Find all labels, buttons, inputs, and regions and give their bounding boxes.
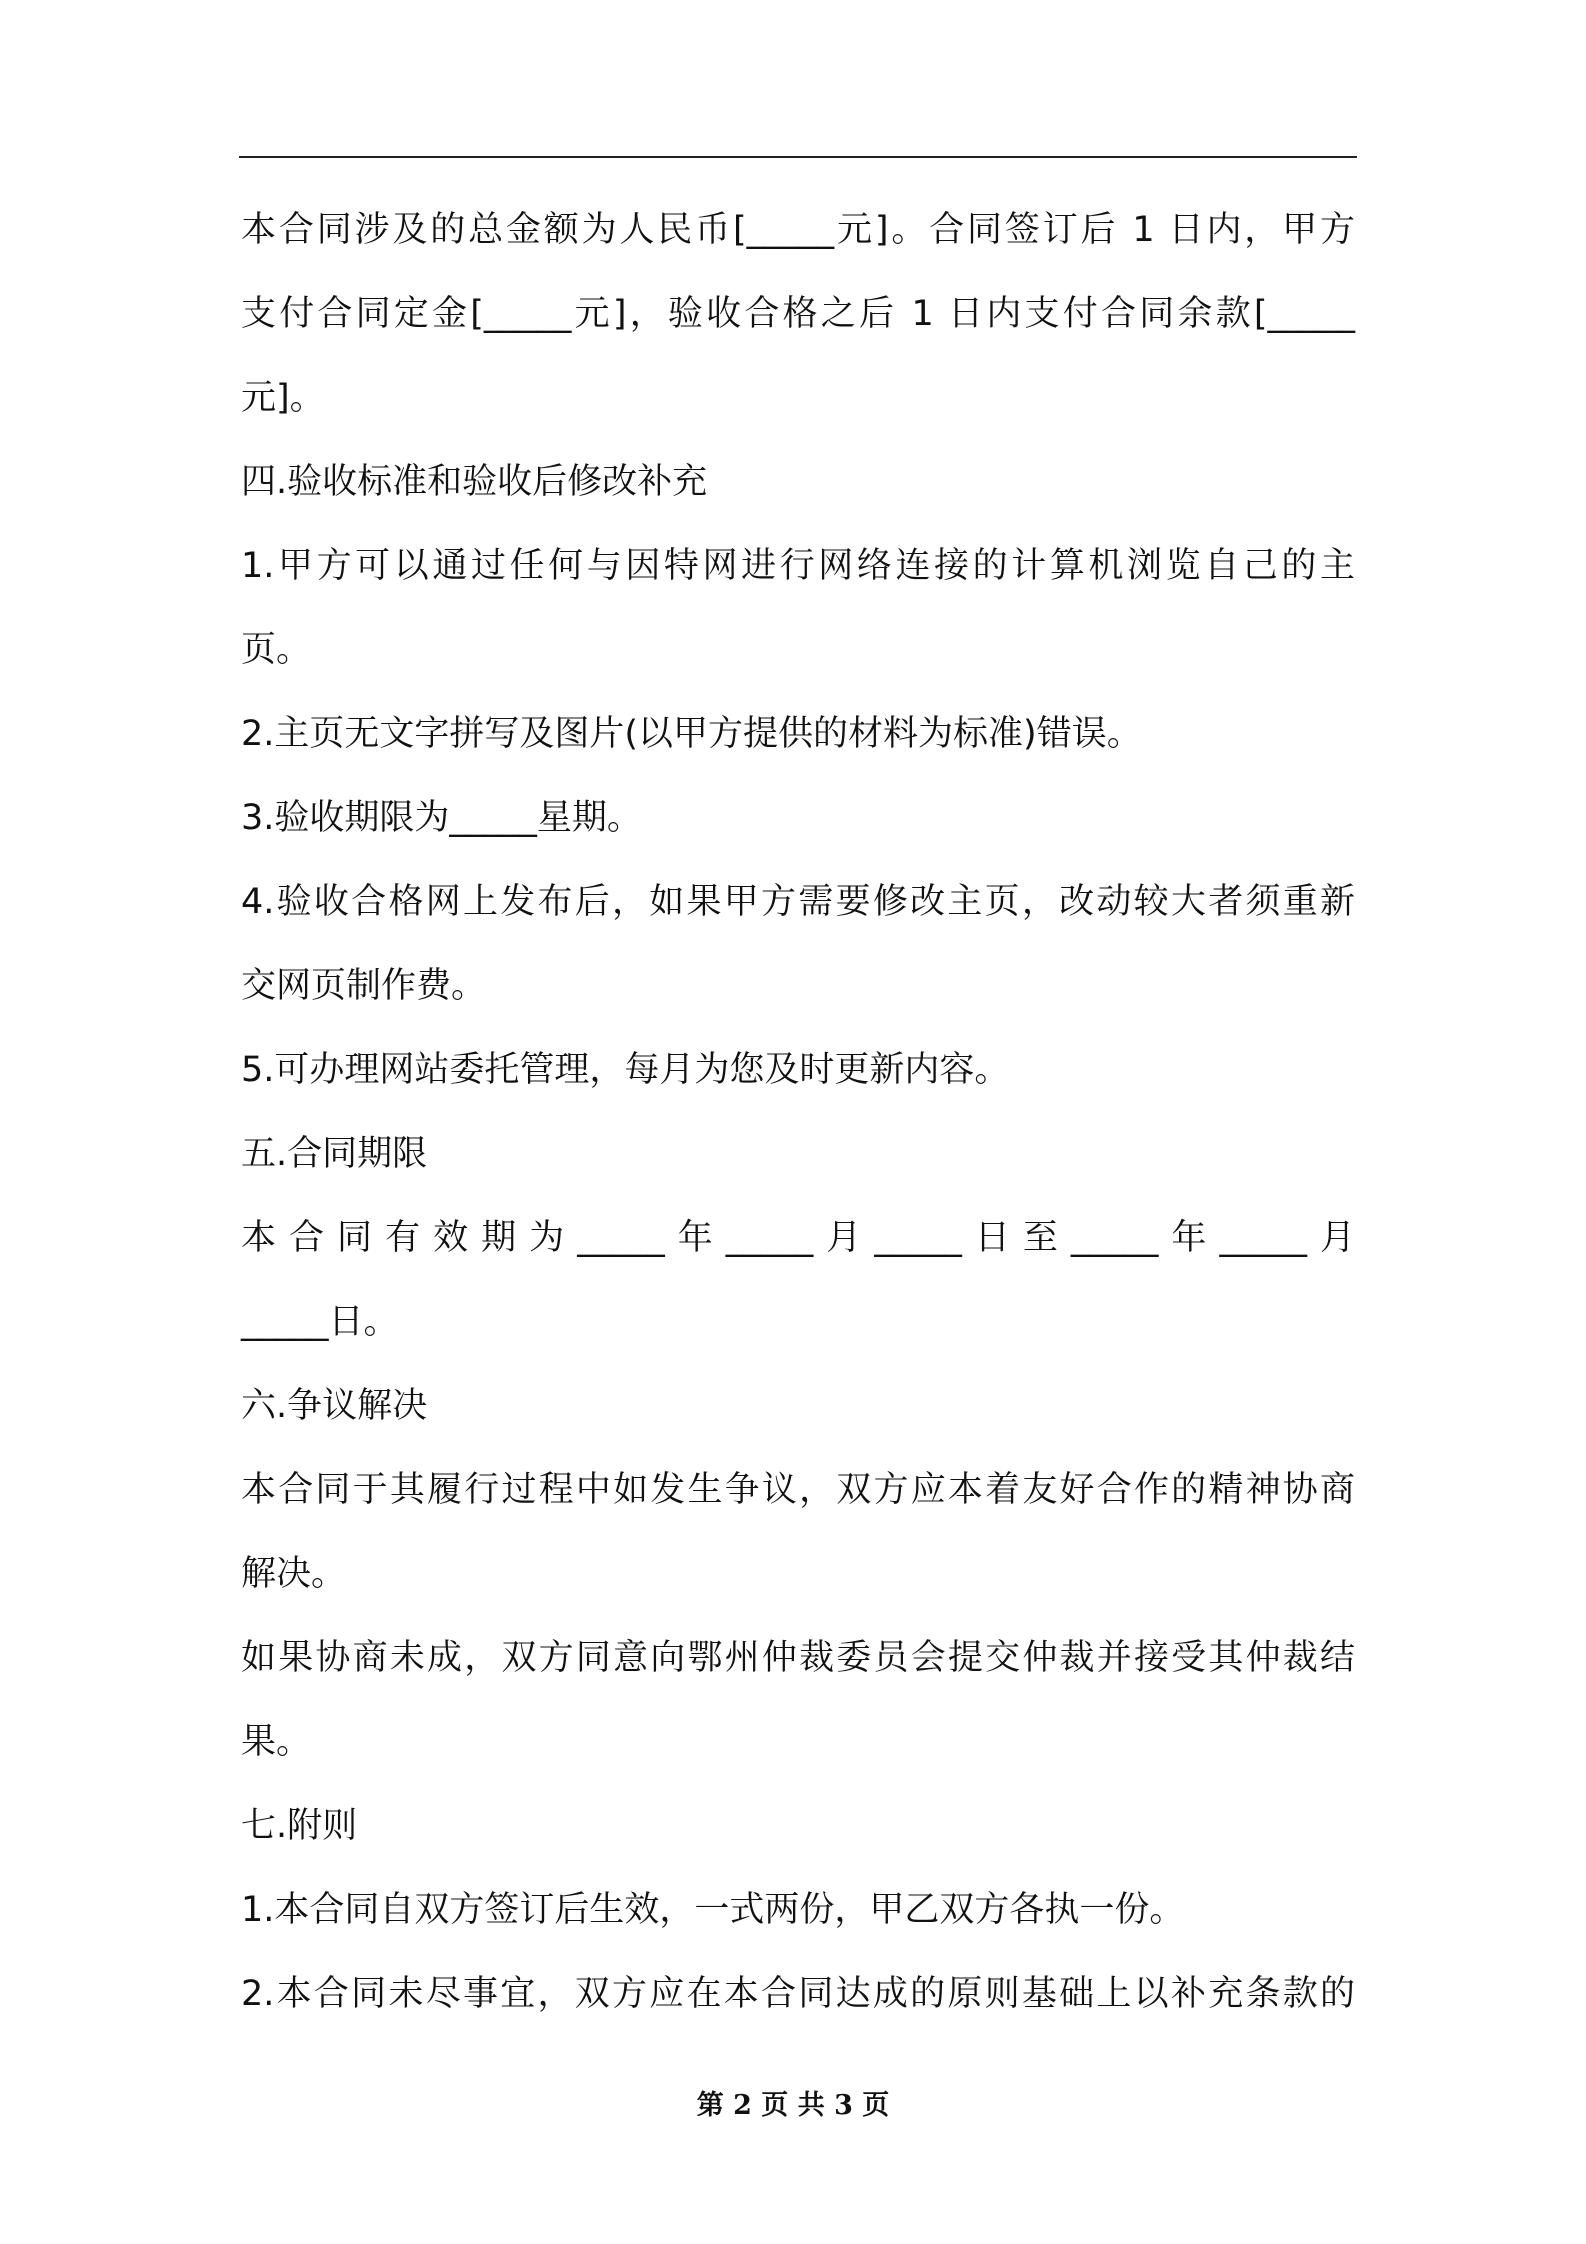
body-line: 2.本合同未尽事宜，双方应在本合同达成的原则基础上以补充条款的 xyxy=(241,1974,1355,2014)
body-line: 如果协商未成，双方同意向鄂州仲裁委员会提交仲裁并接受其仲裁结 xyxy=(241,1638,1355,1678)
body-line: 本合同于其履行过程中如发生争议，双方应本着友好合作的精神协商 xyxy=(241,1470,1355,1510)
body-line: 4.验收合格网上发布后，如果甲方需要修改主页，改动较大者须重新 xyxy=(241,882,1355,922)
section-heading: 四.验收标准和验收后修改补充 xyxy=(241,462,708,502)
body-line: 果。 xyxy=(241,1722,312,1762)
body-line: 5.可办理网站委托管理，每月为您及时更新内容。 xyxy=(241,1050,1010,1090)
body-line: 1.甲方可以通过任何与因特网进行网络连接的计算机浏览自己的主 xyxy=(241,546,1355,586)
page-footer xyxy=(0,2086,1586,2126)
body-line: 交网页制作费。 xyxy=(241,966,487,1006)
document-body xyxy=(241,198,1355,2046)
body-line: 本合同有效期为_____年_____月_____日至_____年_____月 xyxy=(241,1218,1355,1258)
page-number-label: 第 2 页 共 3 页 xyxy=(696,2090,890,2121)
body-line: 页。 xyxy=(241,630,312,670)
section-heading: 六.争议解决 xyxy=(241,1386,428,1426)
body-line: _____日。 xyxy=(241,1302,399,1342)
body-line: 1.本合同自双方签订后生效，一式两份，甲乙双方各执一份。 xyxy=(241,1890,1185,1930)
body-line: 3.验收期限为_____星期。 xyxy=(241,798,642,838)
section-heading: 七.附则 xyxy=(241,1806,358,1846)
header-rule xyxy=(239,156,1357,158)
body-line: 本合同涉及的总金额为人民币[_____元]。合同签订后 1 日内，甲方 xyxy=(241,210,1355,250)
section-heading: 五.合同期限 xyxy=(241,1134,428,1174)
body-line: 元]。 xyxy=(241,378,325,418)
body-line: 解决。 xyxy=(241,1554,347,1594)
body-line: 2.主页无文字拼写及图片(以甲方提供的材料为标准)错误。 xyxy=(241,714,1142,754)
body-line: 支付合同定金[_____元]，验收合格之后 1 日内支付合同余款[_____ xyxy=(241,294,1355,334)
